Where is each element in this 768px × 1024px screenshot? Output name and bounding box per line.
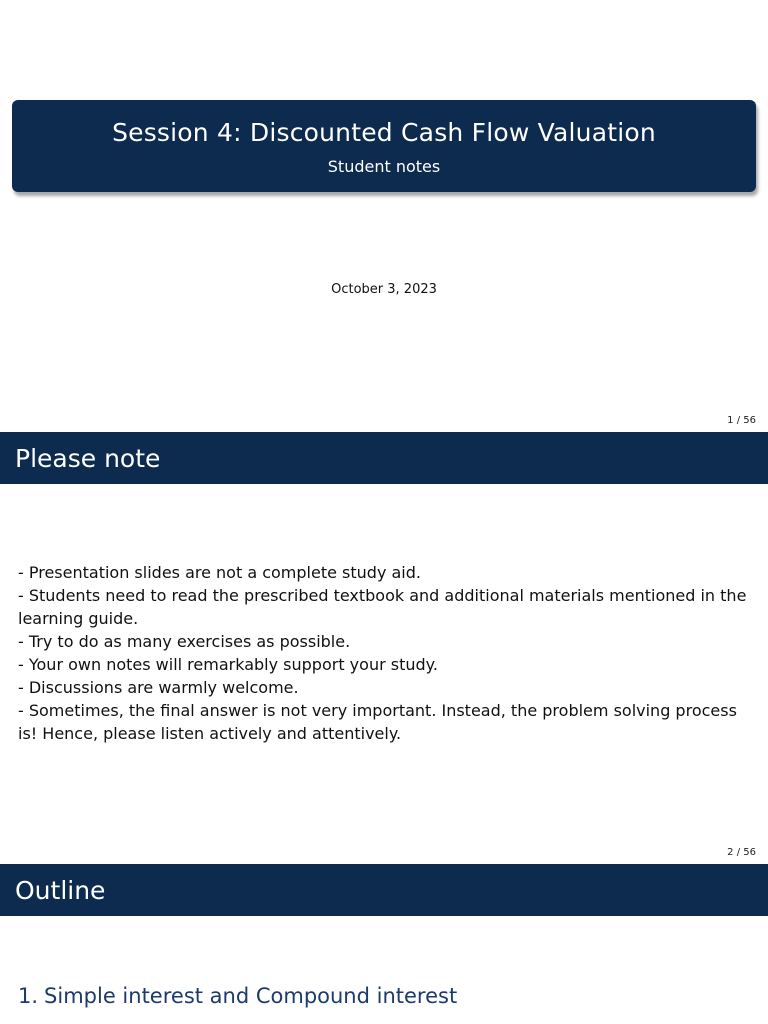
- note-body: [18, 561, 753, 745]
- note-line: - Try to do as many exercises as possible.: [18, 632, 351, 651]
- frame-title-please-note: Please note: [0, 432, 768, 484]
- presentation-date: October 3, 2023: [331, 282, 437, 297]
- note-line: - Discussions are warmly welcome.: [18, 678, 299, 697]
- note-line: - Your own notes will remarkably support your study.: [18, 655, 438, 674]
- outline-item[interactable]: [18, 984, 457, 1008]
- outline-item-number: 1.: [18, 984, 39, 1008]
- note-line: - Students need to read the prescribed textbook and additional materials mentioned in the learning guide.: [18, 586, 752, 628]
- page-number: 1 / 56: [727, 415, 756, 426]
- note-line: - Presentation slides are not a complete study aid.: [18, 563, 421, 582]
- presentation-title: Session 4: Discounted Cash Flow Valuation: [112, 118, 656, 147]
- page-number: 2 / 56: [727, 847, 756, 858]
- note-line: - Sometimes, the final answer is not very important. Instead, the problem solving process is! Hence, please listen actively and attentively.: [18, 701, 743, 743]
- title-block: [12, 100, 756, 192]
- outline-item-label: Simple interest and Compound interest: [44, 984, 458, 1008]
- presentation-subtitle: Student notes: [327, 157, 441, 176]
- frame-title-outline: Outline: [0, 864, 768, 916]
